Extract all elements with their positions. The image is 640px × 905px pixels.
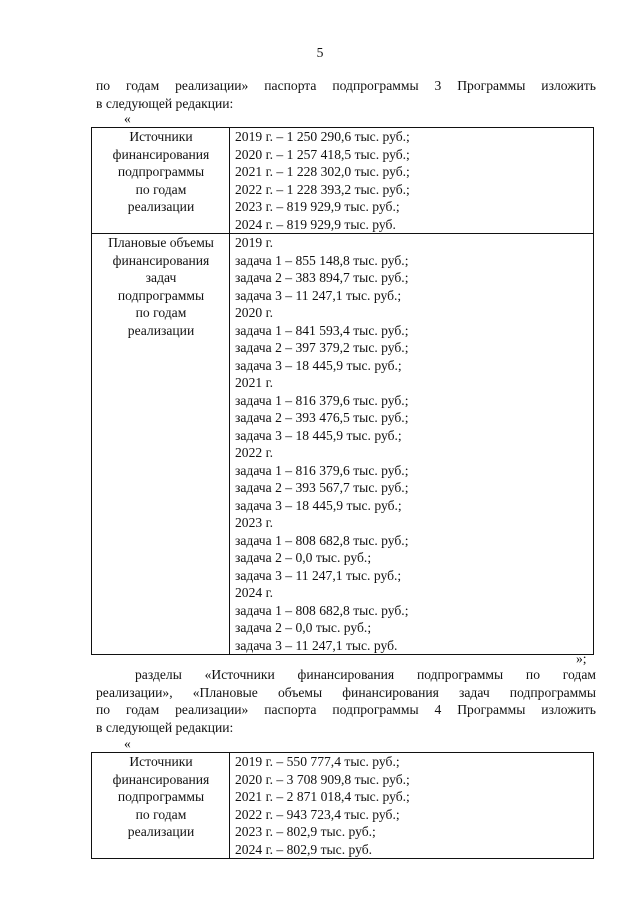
label-line: по годам [135, 181, 187, 197]
label-line: подпрограммы [117, 287, 205, 303]
value-line: задача 1 – 841 593,4 тыс. руб.; [235, 322, 409, 338]
value-line: 2024 г. – 819 929,9 тыс. руб. [235, 216, 396, 232]
value-line: 2020 г. [235, 305, 274, 320]
value-line: задача 2 – 397 379,2 тыс. руб.; [235, 340, 409, 355]
label-line: финансирования [112, 252, 210, 268]
value-line: задача 3 – 11 247,1 тыс. руб.; [235, 567, 402, 583]
label-line: реализации [127, 824, 195, 839]
value-line: задача 1 – 816 379,6 тыс. руб.; [235, 462, 409, 478]
sections-line-4: в следующей редакции: [96, 719, 234, 735]
value-line: 2021 г. [235, 375, 274, 390]
value-line: задача 3 – 11 247,1 тыс. руб.; [235, 287, 402, 303]
row-label-planned-volumes [92, 234, 230, 655]
value-line: 2019 г. – 550 777,4 тыс. руб.; [235, 754, 400, 769]
value-line: задача 2 – 0,0 тыс. руб.; [235, 550, 372, 565]
value-line: 2024 г. [235, 585, 274, 600]
label-line: Источники [129, 129, 193, 144]
label-line: по годам [135, 305, 187, 320]
value-line: 2023 г. – 802,9 тыс. руб.; [235, 824, 376, 839]
value-line: задача 2 – 383 894,7 тыс. руб.; [235, 270, 409, 285]
open-quote-2: « [124, 736, 131, 751]
value-line: задача 2 – 0,0 тыс. руб.; [235, 620, 372, 635]
value-line: 2019 г. [235, 235, 274, 250]
page-number: 5 [316, 45, 324, 60]
label-line: задач [145, 270, 177, 285]
table-row-funding-sources [92, 753, 594, 859]
value-line: задача 1 – 808 682,8 тыс. руб.; [235, 532, 409, 548]
table-row-funding-sources [92, 128, 594, 234]
label-line: Плановые объемы [108, 235, 214, 250]
value-line: 2024 г. – 802,9 тыс. руб. [235, 841, 373, 857]
value-line: 2023 г. [235, 515, 274, 530]
label-line: реализации [127, 199, 195, 214]
sections-line-2: реализации», «Плановые объемы финансирования задач подпрограммы [96, 684, 596, 700]
value-line: 2023 г. – 819 929,9 тыс. руб.; [235, 199, 400, 214]
value-line: задача 1 – 808 682,8 тыс. руб.; [235, 602, 409, 618]
value-line: задача 1 – 816 379,6 тыс. руб.; [235, 392, 409, 408]
value-line: 2021 г. – 2 871 018,4 тыс. руб.; [235, 789, 410, 804]
open-quote-1: « [124, 111, 131, 126]
value-line: задача 1 – 855 148,8 тыс. руб.; [235, 252, 409, 268]
value-line: 2020 г. – 3 708 909,8 тыс. руб.; [235, 771, 410, 787]
intro-line-1: по годам реализации» паспорта подпрограммы 3 Программы изложить [96, 78, 596, 93]
funding-table-subprogram-4 [91, 752, 594, 859]
label-line: Источники [129, 754, 193, 769]
value-line: 2020 г. – 1 257 418,5 тыс. руб.; [235, 146, 410, 162]
label-line: подпрограммы [117, 789, 205, 804]
value-line: 2022 г. [235, 445, 274, 460]
row-label-funding-sources [92, 128, 230, 234]
label-line: подпрограммы [117, 164, 205, 179]
label-line: финансирования [112, 146, 210, 162]
label-line: реализации [127, 322, 195, 338]
close-quote-1: »; [576, 651, 587, 666]
label-line: по годам [135, 806, 187, 822]
table-row-planned-volumes [92, 234, 594, 655]
intro-paragraph [96, 77, 596, 112]
value-line: 2021 г. – 1 228 302,0 тыс. руб.; [235, 164, 410, 179]
value-line: задача 2 – 393 476,5 тыс. руб.; [235, 410, 409, 425]
value-line: задача 3 – 18 445,9 тыс. руб.; [235, 497, 402, 513]
row-label-funding-sources [92, 753, 230, 859]
value-line: 2022 г. – 1 228 393,2 тыс. руб.; [235, 181, 410, 197]
intro-line-2: в следующей редакции: [96, 95, 234, 111]
value-line: 2019 г. – 1 250 290,6 тыс. руб.; [235, 129, 410, 144]
row-values-funding-sources [230, 753, 594, 859]
sections-line-3: по годам реализации» паспорта подпрограммы 4 Программы изложить [96, 702, 596, 717]
funding-table-subprogram-3 [91, 127, 594, 655]
sections-paragraph [96, 666, 596, 736]
label-line: финансирования [112, 771, 210, 787]
value-line: 2022 г. – 943 723,4 тыс. руб.; [235, 806, 400, 822]
value-line: задача 2 – 393 567,7 тыс. руб.; [235, 480, 409, 495]
value-line: задача 3 – 18 445,9 тыс. руб.; [235, 427, 402, 443]
row-values-funding-sources [230, 128, 594, 234]
sections-line-1: разделы «Источники финансирования подпрограммы по годам [135, 667, 596, 682]
value-line: задача 3 – 18 445,9 тыс. руб.; [235, 357, 402, 373]
value-line: задача 3 – 11 247,1 тыс. руб. [235, 637, 398, 653]
row-values-planned-volumes [230, 234, 594, 655]
